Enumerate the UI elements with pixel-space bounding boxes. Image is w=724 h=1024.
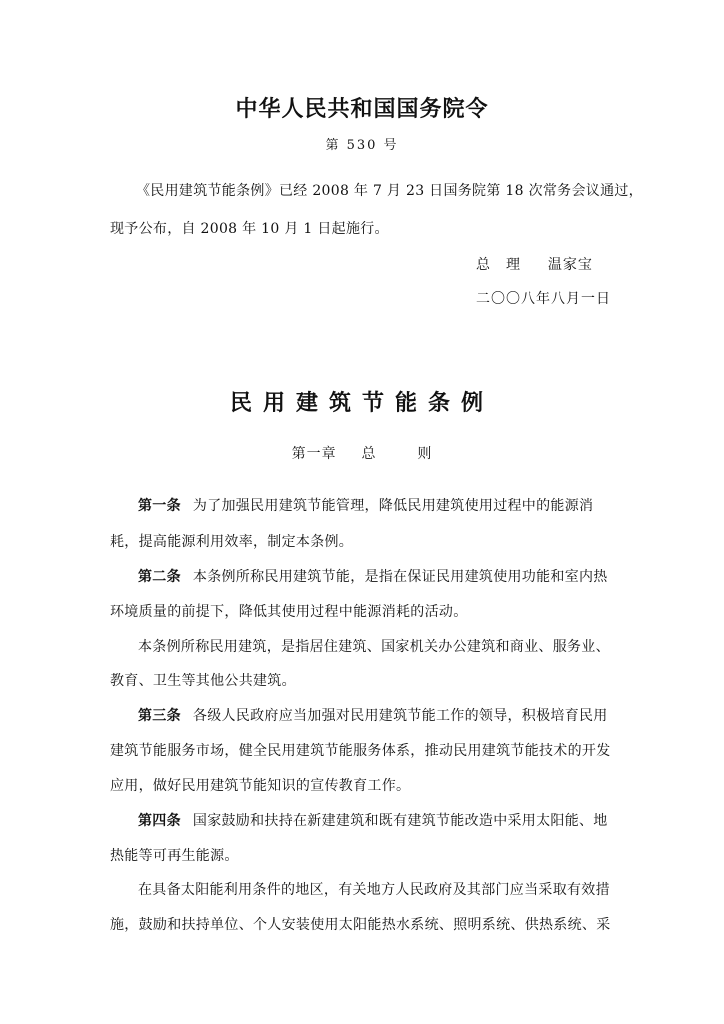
article-2-text-1: 本条例所称民用建筑节能，是指在保证民用建筑使用功能和室内热 bbox=[192, 569, 608, 585]
chapter-name-part-2: 则 bbox=[417, 446, 433, 462]
article-3-line-2: 建筑节能服务市场，健全民用建筑节能服务体系，推动民用建筑节能技术的开发 bbox=[110, 743, 611, 759]
article-2-para-2-line-2: 教育、卫生等其他公共建筑。 bbox=[110, 673, 296, 689]
article-1-text-1: 为了加强民用建筑节能管理，降低民用建筑使用过程中的能源消 bbox=[192, 498, 594, 514]
announcement-line-2: 现予公布，自 2008 年 10 月 1 日起施行。 bbox=[110, 221, 389, 237]
premier-title: 总 理 bbox=[476, 257, 521, 273]
article-4-line-1 bbox=[138, 810, 608, 830]
article-3-line-3: 应用，做好民用建筑节能知识的宣传教育工作。 bbox=[110, 778, 411, 794]
article-2-line-2: 环境质量的前提下，降低其使用过程中能源消耗的活动。 bbox=[110, 604, 468, 620]
article-2-label: 第二条 bbox=[138, 569, 181, 585]
chapter-number: 第一章 bbox=[291, 446, 337, 462]
chapter-name-part-1: 总 bbox=[361, 446, 377, 462]
article-4-para-2-line-2: 施，鼓励和扶持单位、个人安装使用太阳能热水系统、照明系统、供热系统、采 bbox=[110, 917, 611, 933]
article-2-line-1 bbox=[138, 566, 608, 586]
article-1-line-2: 耗，提高能源利用效率，制定本条例。 bbox=[110, 534, 354, 550]
premier-name: 温家宝 bbox=[547, 257, 593, 273]
signature bbox=[476, 254, 593, 274]
article-4-label: 第四条 bbox=[138, 813, 181, 829]
regulation-title: 民用建筑节能条例 bbox=[229, 391, 494, 416]
decree-title: 中华人民共和国国务院令 bbox=[235, 97, 489, 122]
chapter-heading bbox=[0, 443, 724, 463]
article-3-label: 第三条 bbox=[138, 708, 181, 724]
article-4-line-2: 热能等可再生能源。 bbox=[110, 848, 239, 864]
decree-number: 第 530 号 bbox=[325, 138, 399, 153]
article-1-line-1 bbox=[138, 495, 593, 515]
decree-date: 二〇〇八年八月一日 bbox=[476, 291, 611, 307]
article-4-para-2-line-1: 在具备太阳能利用条件的地区，有关地方人民政府及其部门应当采取有效措 bbox=[138, 882, 610, 898]
article-3-line-1 bbox=[138, 705, 608, 725]
article-3-text-1: 各级人民政府应当加强对民用建筑节能工作的领导，积极培育民用 bbox=[192, 708, 608, 724]
article-4-text-1: 国家鼓励和扶持在新建建筑和既有建筑节能改造中采用太阳能、地 bbox=[192, 813, 608, 829]
announcement-line-1: 《民用建筑节能条例》已经 2008 年 7 月 23 日国务院第 18 次常务会议通过， bbox=[136, 183, 643, 199]
article-1-label: 第一条 bbox=[138, 498, 181, 514]
article-2-para-2-line-1: 本条例所称民用建筑，是指居住建筑、国家机关办公建筑和商业、服务业、 bbox=[138, 639, 610, 655]
